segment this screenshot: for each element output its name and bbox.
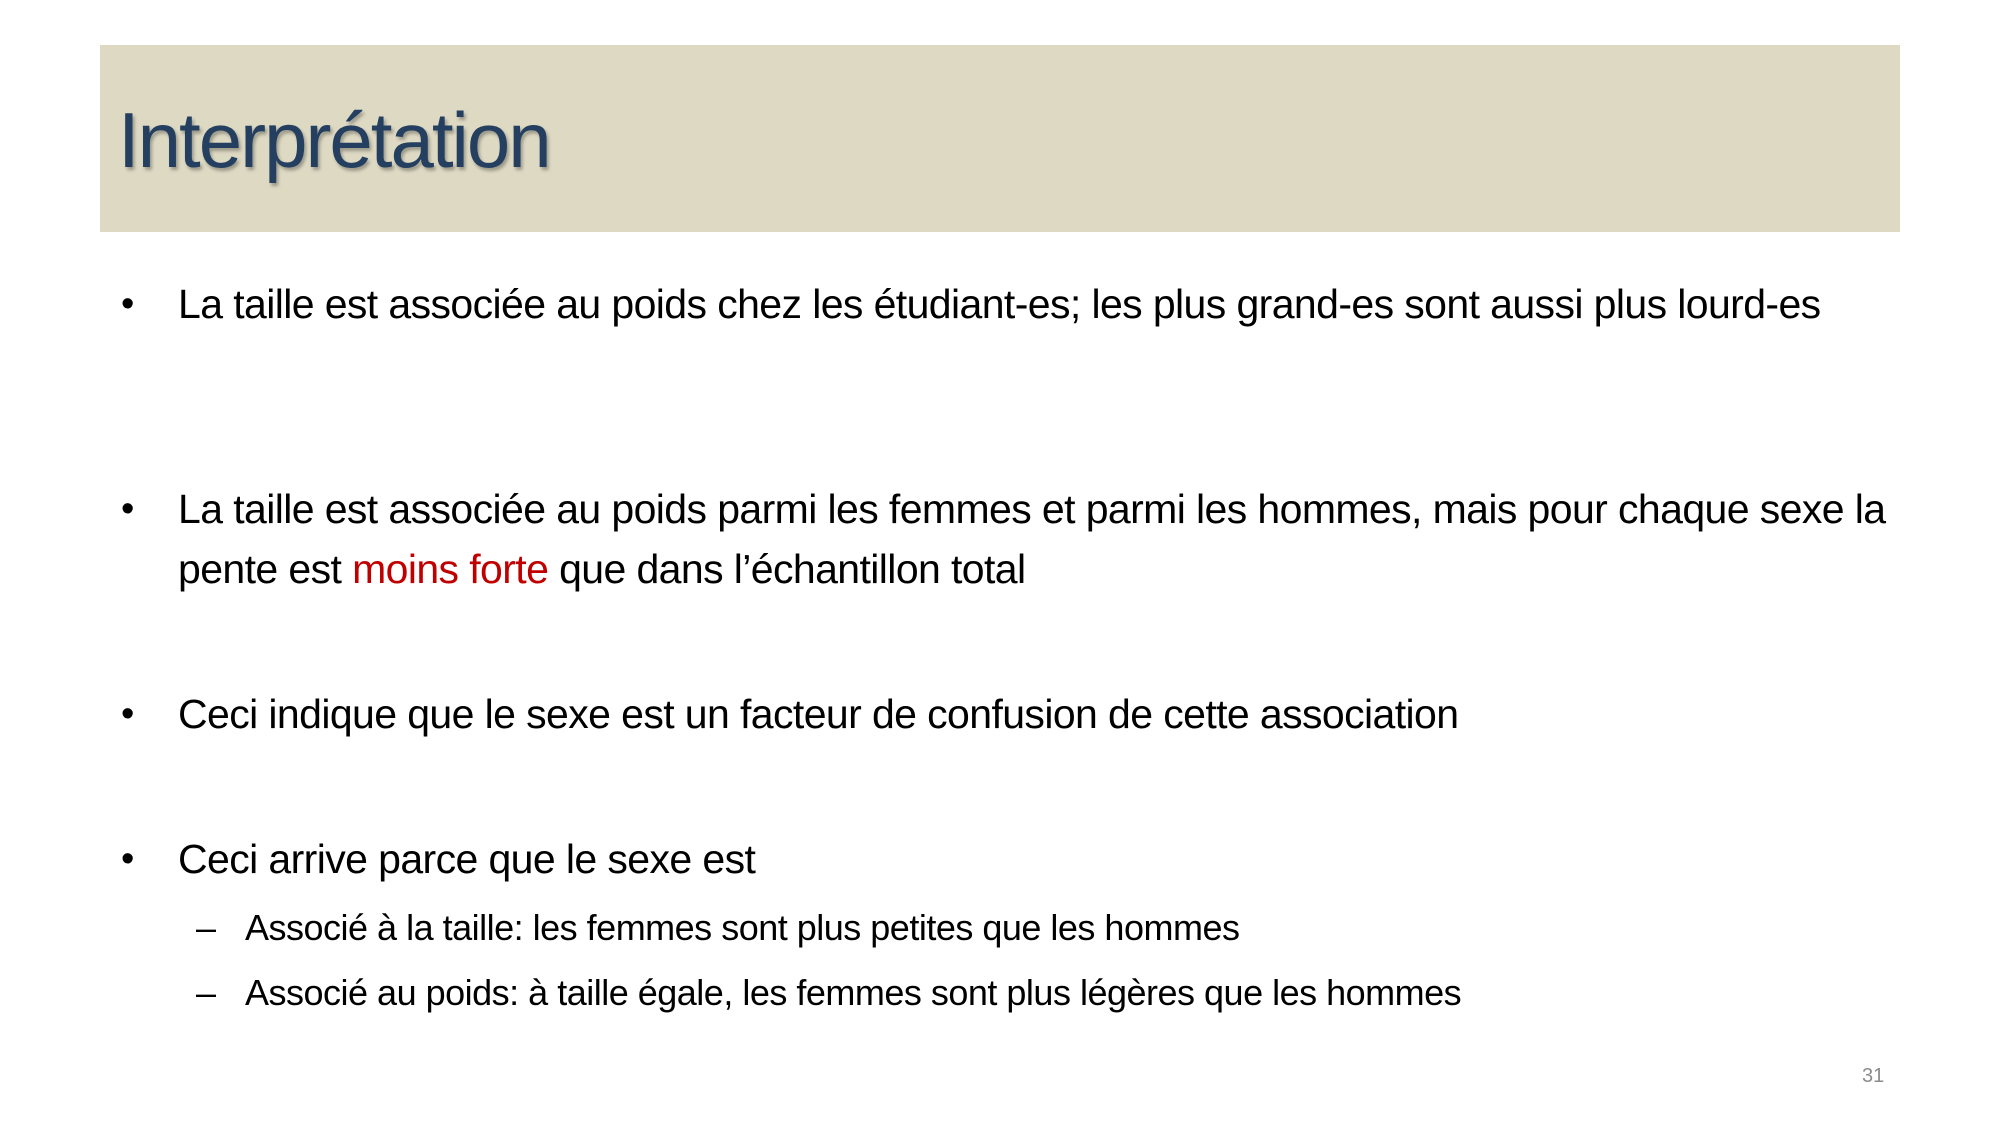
bullet-dot-icon: • (121, 693, 135, 735)
bullet-dot-icon: • (121, 838, 135, 880)
dash-icon: – (196, 972, 217, 1013)
bullet-text-part: La taille est associée au poids parmi les femmes et parmi les hommes, mais pour chaque sexe la pente est (178, 486, 1886, 592)
bullet-text (178, 479, 1898, 599)
bullet-text: La taille est associée au poids chez les étudiant-es; les plus grand-es sont aussi plus lourd-es (178, 281, 1821, 327)
bullet-dot-icon: • (121, 488, 135, 530)
bullet-text: Ceci arrive parce que le sexe est (178, 836, 756, 882)
sub-bullet-text: Associé à la taille: les femmes sont plus petites que les hommes (245, 907, 1240, 948)
bullet-text: Ceci indique que le sexe est un facteur de confusion de cette association (178, 691, 1459, 737)
highlighted-text: moins forte (352, 546, 549, 592)
dash-icon: – (196, 907, 217, 948)
bullet-text-part: que dans l’échantillon total (548, 546, 1026, 592)
slide-title: Interprétation (118, 96, 550, 184)
page-number: 31 (1862, 1065, 1885, 1087)
sub-bullet-text: Associé au poids: à taille égale, les femmes sont plus légères que les hommes (245, 972, 1462, 1013)
bullet-dot-icon: • (121, 283, 135, 325)
